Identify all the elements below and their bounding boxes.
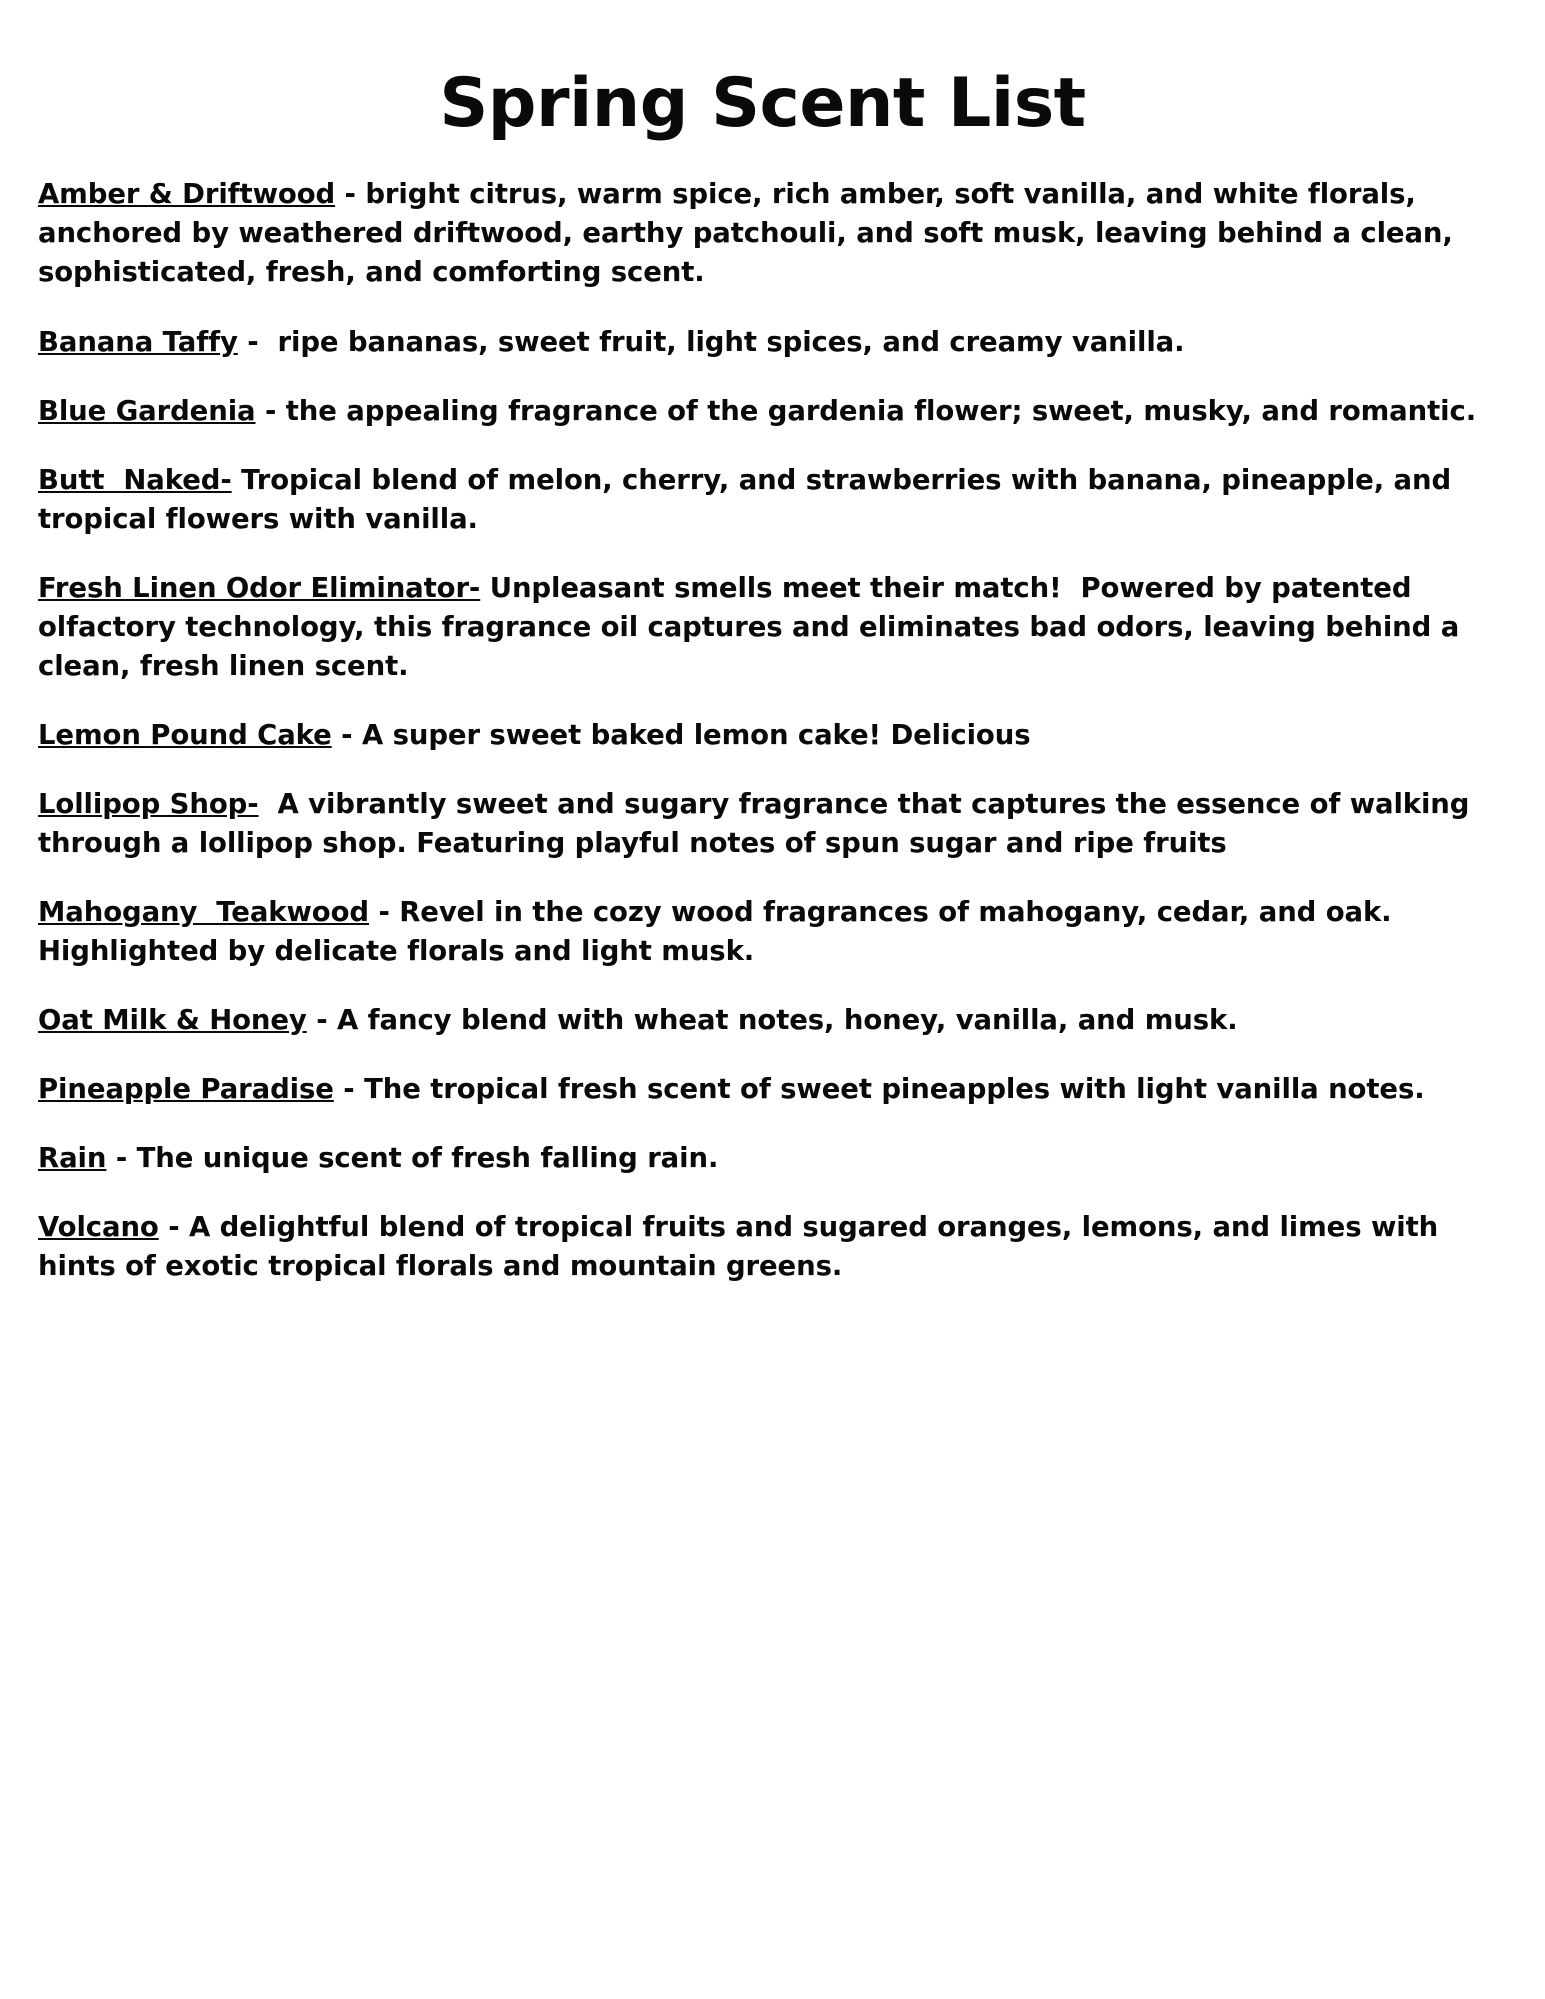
page-title: Spring Scent List bbox=[439, 64, 1086, 143]
scent-description: - The unique scent of fresh falling rain. bbox=[106, 1142, 719, 1175]
scent-description: - ripe bananas, sweet fruit, light spices, and creamy vanilla. bbox=[237, 325, 1185, 358]
scent-name: Mahogany Teakwood bbox=[38, 896, 369, 928]
list-item bbox=[38, 392, 1487, 431]
scent-name: Rain bbox=[38, 1142, 107, 1175]
list-item bbox=[38, 716, 1487, 755]
scent-name: Pineapple Paradise bbox=[38, 1073, 334, 1106]
scent-name: Lemon Pound Cake bbox=[38, 718, 332, 751]
list-item bbox=[38, 1139, 1487, 1178]
list-item bbox=[38, 569, 1487, 686]
list-item bbox=[38, 1001, 1487, 1040]
scent-description: - A super sweet baked lemon cake! Delicious bbox=[331, 718, 1031, 751]
list-item bbox=[38, 785, 1487, 863]
scent-description: - bright citrus, warm spice, rich amber, soft vanilla, and white florals, anchored by weathered driftwood, earthy patchouli, and soft musk, leaving behind a clean, sophisticated, fresh, and comforting scent. bbox=[38, 178, 1463, 289]
list-item bbox=[38, 461, 1487, 539]
scent-name: Blue Gardenia bbox=[38, 394, 256, 427]
scent-description: Tropical blend of melon, cherry, and strawberries with banana, pineapple, and tropical flowers with vanilla. bbox=[38, 463, 1461, 535]
scent-name: Volcano bbox=[38, 1211, 159, 1244]
scent-name: Lollipop Shop- bbox=[38, 787, 259, 820]
list-item bbox=[38, 323, 1487, 362]
scent-description: - the appealing fragrance of the gardenia flower; sweet, musky, and romantic. bbox=[255, 394, 1477, 427]
scent-description: - The tropical fresh scent of sweet pineapples with light vanilla notes. bbox=[333, 1073, 1425, 1106]
list-item bbox=[38, 893, 1487, 971]
scent-name: Fresh Linen Odor Eliminator- bbox=[38, 571, 481, 604]
scent-name: Amber & Driftwood bbox=[38, 178, 336, 211]
list-item bbox=[38, 1208, 1487, 1286]
scent-description: Unpleasant smells meet their match! Powered by patented olfactory technology, this fragrance oil captures and eliminates bad odors, leaving behind a clean, fresh linen scent. bbox=[38, 571, 1469, 682]
scent-name: Butt Naked- bbox=[38, 463, 232, 496]
scent-description: A vibrantly sweet and sugary fragrance that captures the essence of walking through a lollipop shop. Featuring playful notes of spun sugar and ripe fruits bbox=[38, 787, 1479, 859]
scent-description: - A fancy blend with wheat notes, honey, vanilla, and musk. bbox=[306, 1004, 1238, 1037]
scent-description: - Revel in the cozy wood fragrances of mahogany, cedar, and oak. Highlighted by delicate florals and light musk. bbox=[38, 896, 1402, 968]
scent-list bbox=[38, 175, 1487, 1286]
list-item bbox=[38, 1070, 1487, 1109]
list-item bbox=[38, 175, 1487, 292]
scent-description: - A delightful blend of tropical fruits and sugared oranges, lemons, and limes with hints of exotic tropical florals and mountain greens. bbox=[38, 1211, 1448, 1283]
scent-name: Banana Taffy bbox=[38, 325, 238, 358]
scent-name: Oat Milk & Honey bbox=[38, 1004, 307, 1037]
